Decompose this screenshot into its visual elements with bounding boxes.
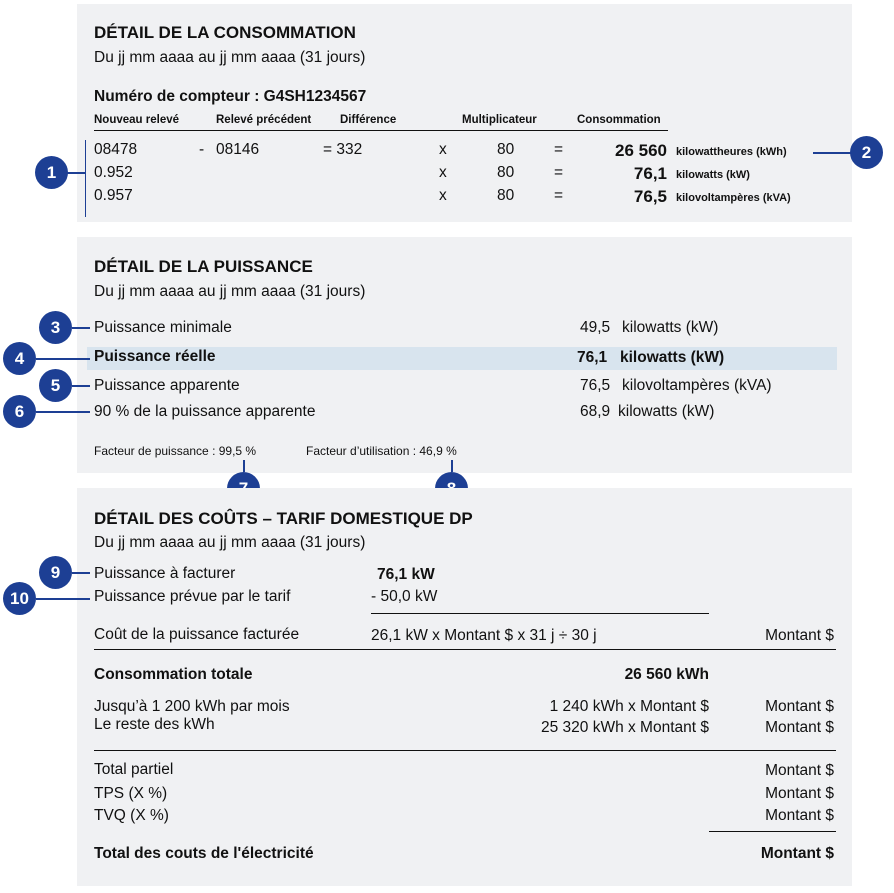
- tier1-calc: 1 240 kWh x Montant $: [549, 698, 709, 715]
- qst-label: TVQ (X %): [94, 807, 169, 824]
- power-row2-value: 76,1: [577, 349, 608, 366]
- marker-3: 3: [39, 311, 72, 344]
- subtraction-line: [371, 613, 709, 614]
- tier2-amount: Montant $: [765, 719, 834, 736]
- power-row3-value: 76,5: [580, 377, 611, 394]
- marker-10: 10: [3, 582, 36, 615]
- billed-power-label: Puissance à facturer: [94, 565, 236, 582]
- col-header-diff: Différence: [340, 114, 397, 126]
- subtotal-amount: Montant $: [765, 762, 834, 779]
- row1-new: 08478: [94, 141, 138, 158]
- row3-new: 0.957: [94, 187, 133, 204]
- consumption-period: Du jj mm aaaa au jj mm aaaa (31 jours): [94, 49, 366, 66]
- costs-title: DÉTAIL DES COÛTS – TARIF DOMESTIQUE DP: [94, 509, 473, 528]
- tier1-amount: Montant $: [765, 698, 834, 715]
- row1-dash: -: [199, 141, 205, 158]
- gst-amount: Montant $: [765, 785, 834, 802]
- billed-power-value: 76,1 kW: [377, 566, 435, 583]
- marker-5: 5: [39, 369, 72, 402]
- col-header-prev: Relevé précédent: [216, 114, 312, 126]
- marker-9: 9: [39, 556, 72, 589]
- col-header-new: Nouveau relevé: [94, 114, 180, 126]
- tier2-calc: 25 320 kWh x Montant $: [540, 719, 709, 736]
- row1-x: x: [439, 141, 447, 158]
- power-cost-label: Coût de la puissance facturée: [94, 626, 300, 643]
- total-cost-amount: Montant $: [760, 845, 834, 862]
- subtotal-label: Total partiel: [94, 761, 174, 778]
- row2-new: 0.952: [94, 164, 133, 181]
- row1-mult: 80: [497, 141, 515, 158]
- row3-eq: =: [554, 187, 564, 204]
- power-period: Du jj mm aaaa au jj mm aaaa (31 jours): [94, 283, 366, 300]
- power-row3-label: Puissance apparente: [94, 377, 240, 394]
- power-row1-unit: kilowatts (kW): [622, 319, 719, 336]
- marker-4: 4: [3, 342, 36, 375]
- row3-x: x: [439, 187, 447, 204]
- power-row2-unit: kilowatts (kW): [620, 349, 725, 366]
- row3-value: 76,5: [633, 187, 667, 206]
- marker-6: 6: [3, 395, 36, 428]
- tier2-label: Le reste des kWh: [94, 716, 215, 733]
- energy-underline: [94, 750, 836, 751]
- gst-label: TPS (X %): [94, 785, 168, 802]
- row1-eq: =: [554, 141, 564, 158]
- row2-value: 76,1: [633, 164, 667, 183]
- marker-6-connector: [36, 411, 90, 413]
- marker-2-connector: [813, 152, 851, 154]
- row1-unit: kilowattheures (kWh): [676, 146, 787, 158]
- row1-value: 26 560: [615, 141, 667, 160]
- taxes-underline: [709, 831, 836, 832]
- row2-unit: kilowatts (kW): [676, 169, 750, 181]
- marker-5-connector: [72, 385, 90, 387]
- power-cost-underline: [94, 649, 836, 650]
- total-cost-label: Total des couts de l'électricité: [94, 845, 314, 862]
- row1-prev: 08146: [216, 141, 260, 158]
- consumption-title: DÉTAIL DE LA CONSOMMATION: [94, 23, 356, 42]
- power-row4-unit: kilowatts (kW): [618, 403, 715, 420]
- marker-3-connector: [72, 327, 90, 329]
- power-row1-value: 49,5: [580, 319, 611, 336]
- power-title: DÉTAIL DE LA PUISSANCE: [94, 257, 313, 276]
- qst-amount: Montant $: [765, 807, 834, 824]
- power-row2-label: Puissance réelle: [94, 348, 216, 365]
- marker-1-connector: [66, 172, 86, 174]
- utilization-factor: Facteur d’utilisation : 46,9 %: [306, 444, 457, 458]
- marker-10-connector: [36, 598, 90, 600]
- power-row4-value: 68,9: [580, 403, 611, 420]
- tariff-power-value: - 50,0 kW: [371, 588, 438, 605]
- power-cost-calc: 26,1 kW x Montant $ x 31 j ÷ 30 j: [371, 627, 597, 644]
- total-consumption-value: 26 560 kWh: [624, 666, 709, 683]
- marker-8-connector: [451, 460, 453, 472]
- power-cost-amount: Montant $: [765, 627, 834, 644]
- power-row1-label: Puissance minimale: [94, 319, 232, 336]
- row2-mult: 80: [497, 164, 515, 181]
- total-consumption-label: Consommation totale: [94, 666, 253, 683]
- costs-period: Du jj mm aaaa au jj mm aaaa (31 jours): [94, 534, 366, 551]
- row1-diff: = 332: [323, 141, 363, 158]
- marker-9-connector: [72, 572, 90, 574]
- row3-mult: 80: [497, 187, 515, 204]
- row2-eq: =: [554, 164, 564, 181]
- col-header-mult: Multiplicateur: [462, 114, 537, 126]
- power-row3-unit: kilovoltampères (kVA): [622, 377, 772, 394]
- row2-x: x: [439, 164, 447, 181]
- row3-unit: kilovoltampères (kVA): [676, 192, 791, 204]
- power-row4-label: 90 % de la puissance apparente: [94, 403, 316, 420]
- meter-number: Numéro de compteur : G4SH1234567: [94, 88, 367, 105]
- tier1-label: Jusqu’à 1 200 kWh par mois: [94, 698, 290, 715]
- marker-1: 1: [35, 156, 68, 189]
- marker-7-connector: [243, 460, 245, 472]
- marker-4-connector: [36, 358, 90, 360]
- rows-bracket: [85, 140, 86, 217]
- tariff-power-label: Puissance prévue par le tarif: [94, 588, 291, 605]
- header-underline: [94, 130, 668, 131]
- marker-2: 2: [850, 136, 883, 169]
- power-factor: Facteur de puissance : 99,5 %: [94, 444, 257, 458]
- col-header-conso: Consommation: [577, 114, 661, 126]
